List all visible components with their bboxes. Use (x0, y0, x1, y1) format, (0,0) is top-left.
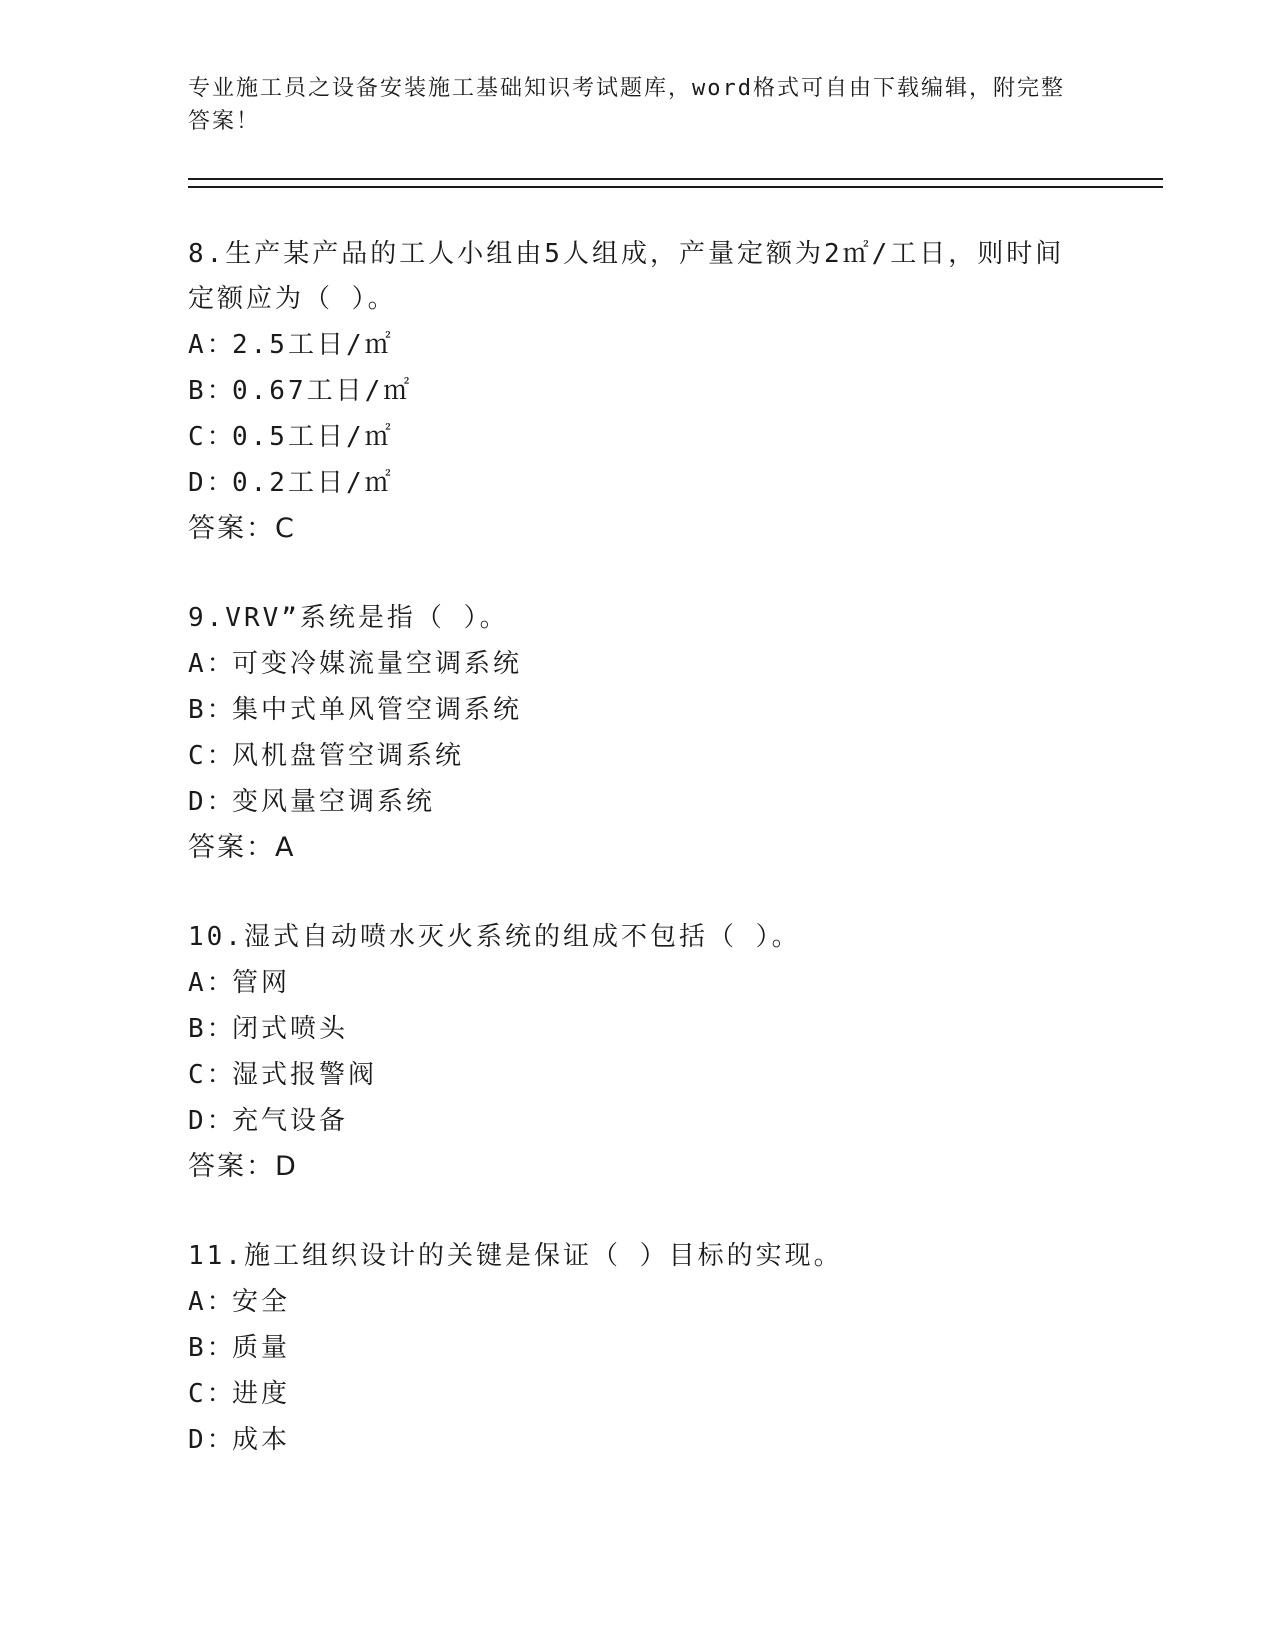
question-text: 10.湿式自动喷水灭火系统的组成不包括（ ）。 (188, 922, 801, 952)
option-letter: A： (188, 330, 236, 360)
option-letter: C： (188, 1379, 236, 1409)
option-b (188, 1325, 1088, 1371)
option-text: 0.67工日/㎡ (232, 376, 413, 406)
option-letter: D： (188, 1425, 236, 1455)
option-text: 0.2工日/㎡ (232, 468, 394, 498)
option-letter: B： (188, 1014, 236, 1044)
option-text: 0.5工日/㎡ (232, 422, 394, 452)
option-d (188, 1098, 1088, 1144)
option-text: 变风量空调系统 (232, 787, 436, 817)
option-text: 管网 (232, 968, 291, 998)
option-c (188, 414, 1088, 460)
option-text: 成本 (232, 1425, 291, 1455)
question-10 (188, 915, 1088, 1190)
option-a (188, 960, 1088, 1006)
document-header: 专业施工员之设备安装施工基础知识考试题库，word格式可自由下载编辑，附完整答案！ (188, 76, 1065, 134)
option-letter: C： (188, 1060, 236, 1090)
option-d (188, 460, 1088, 506)
option-text: 风机盘管空调系统 (232, 741, 465, 771)
question-8 (188, 232, 1088, 552)
question-11 (188, 1234, 1088, 1463)
option-d (188, 1417, 1088, 1463)
answer-line: 答案：D (188, 1151, 298, 1182)
option-letter: B： (188, 376, 236, 406)
option-b (188, 1006, 1088, 1052)
question-9 (188, 596, 1088, 871)
option-text: 2.5工日/㎡ (232, 330, 394, 360)
option-letter: C： (188, 422, 236, 452)
option-c (188, 733, 1088, 779)
option-a (188, 641, 1088, 687)
option-c (188, 1052, 1088, 1098)
answer-line: 答案：C (188, 513, 296, 544)
answer-line: 答案：A (188, 832, 296, 863)
question-text: 9.VRV”系统是指（ ）。 (188, 603, 509, 633)
option-letter: A： (188, 649, 236, 679)
option-text: 集中式单风管空调系统 (232, 695, 523, 725)
option-text: 湿式报警阀 (232, 1060, 378, 1090)
option-text: 充气设备 (232, 1106, 349, 1136)
option-a (188, 1279, 1088, 1325)
option-text: 安全 (232, 1287, 291, 1317)
option-b (188, 687, 1088, 733)
option-b (188, 368, 1088, 414)
option-letter: B： (188, 1333, 236, 1363)
option-letter: C： (188, 741, 236, 771)
option-letter: A： (188, 1287, 236, 1317)
header-divider (188, 178, 1163, 188)
option-letter: D： (188, 1106, 236, 1136)
question-list (188, 232, 1088, 1507)
option-d (188, 779, 1088, 825)
option-letter: D： (188, 787, 236, 817)
option-letter: A： (188, 968, 236, 998)
question-text: 11.施工组织设计的关键是保证（ ）目标的实现。 (188, 1241, 843, 1271)
option-text: 可变冷媒流量空调系统 (232, 649, 523, 679)
question-text: 8.生产某产品的工人小组由5人组成，产量定额为2㎡/工日，则时间定额应为（ ）。 (188, 239, 1065, 314)
option-text: 闭式喷头 (232, 1014, 349, 1044)
option-letter: D： (188, 468, 236, 498)
option-letter: B： (188, 695, 236, 725)
option-text: 质量 (232, 1333, 291, 1363)
option-text: 进度 (232, 1379, 291, 1409)
option-a (188, 322, 1088, 368)
option-c (188, 1371, 1088, 1417)
